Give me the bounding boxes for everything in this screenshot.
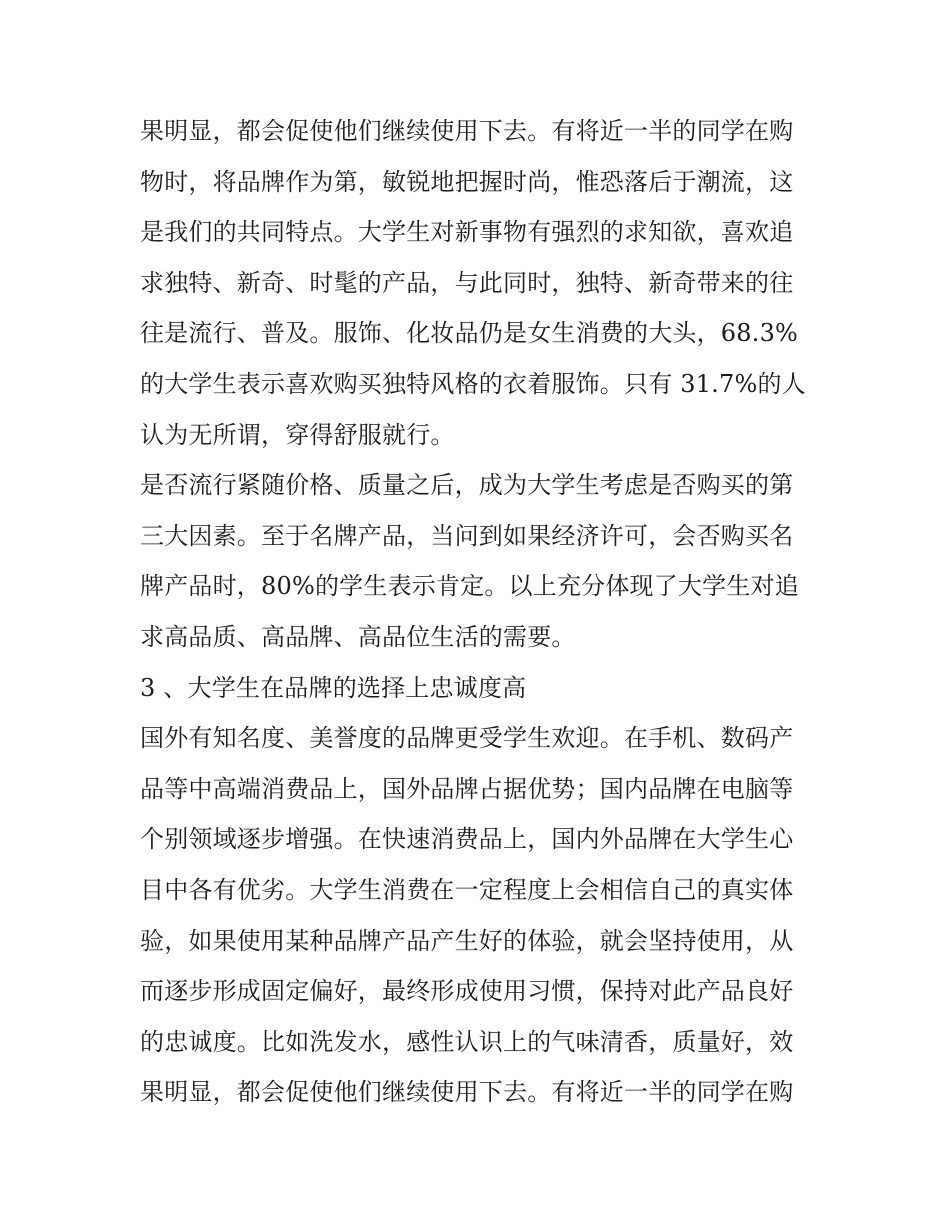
text-line: 物时，将品牌作为第，敏锐地把握时尚，惟恐落后于潮流，这 bbox=[140, 167, 794, 196]
text-line: 是我们的共同特点。大学生对新事物有强烈的求知欲，喜欢追 bbox=[140, 218, 794, 247]
text-line: 国外有知名度、美誉度的品牌更受学生欢迎。在手机、数码产 bbox=[140, 724, 794, 753]
section-heading: 3 、大学生在品牌的选择上忠诚度高 bbox=[140, 673, 527, 702]
text-line: 往是流行、普及。服饰、化妆品仍是女生消费的大头，68.3% bbox=[140, 319, 799, 348]
text-line: 果明显，都会促使他们继续使用下去。有将近一半的同学在购 bbox=[140, 1078, 794, 1107]
text-line: 是否流行紧随价格、质量之后，成为大学生考虑是否购买的第 bbox=[140, 471, 794, 500]
text-line: 牌产品时，80%的学生表示肯定。以上充分体现了大学生对追 bbox=[140, 572, 799, 601]
text-line: 三大因素。至于名牌产品，当问到如果经济许可，会否购买名 bbox=[140, 521, 794, 550]
text-line: 品等中高端消费品上，国外品牌占据优势；国内品牌在电脑等 bbox=[140, 774, 794, 803]
text-line: 验，如果使用某种品牌产品产生好的体验，就会坚持使用，从 bbox=[140, 926, 794, 955]
text-line: 认为无所谓，穿得舒服就行。 bbox=[140, 420, 455, 449]
text-line: 求独特、新奇、时髦的产品，与此同时，独特、新奇带来的往 bbox=[140, 268, 794, 297]
text-line: 目中各有优劣。大学生消费在一定程度上会相信自己的真实体 bbox=[140, 875, 794, 904]
text-line: 而逐步形成固定偏好，最终形成使用习惯，保持对此产品良好 bbox=[140, 977, 794, 1006]
text-line: 的大学生表示喜欢购买独特风格的衣着服饰。只有 31.7%的人 bbox=[140, 369, 806, 398]
text-line: 个别领域逐步增强。在快速消费品上，国内外品牌在大学生心 bbox=[140, 825, 794, 854]
text-line: 果明显，都会促使他们继续使用下去。有将近一半的同学在购 bbox=[140, 117, 794, 145]
document-body bbox=[140, 106, 812, 1118]
text-line: 的忠诚度。比如洗发水，感性认识上的气味清香，质量好，效 bbox=[140, 1027, 794, 1056]
text-line: 求高品质、高品牌、高品位生活的需要。 bbox=[140, 622, 576, 651]
